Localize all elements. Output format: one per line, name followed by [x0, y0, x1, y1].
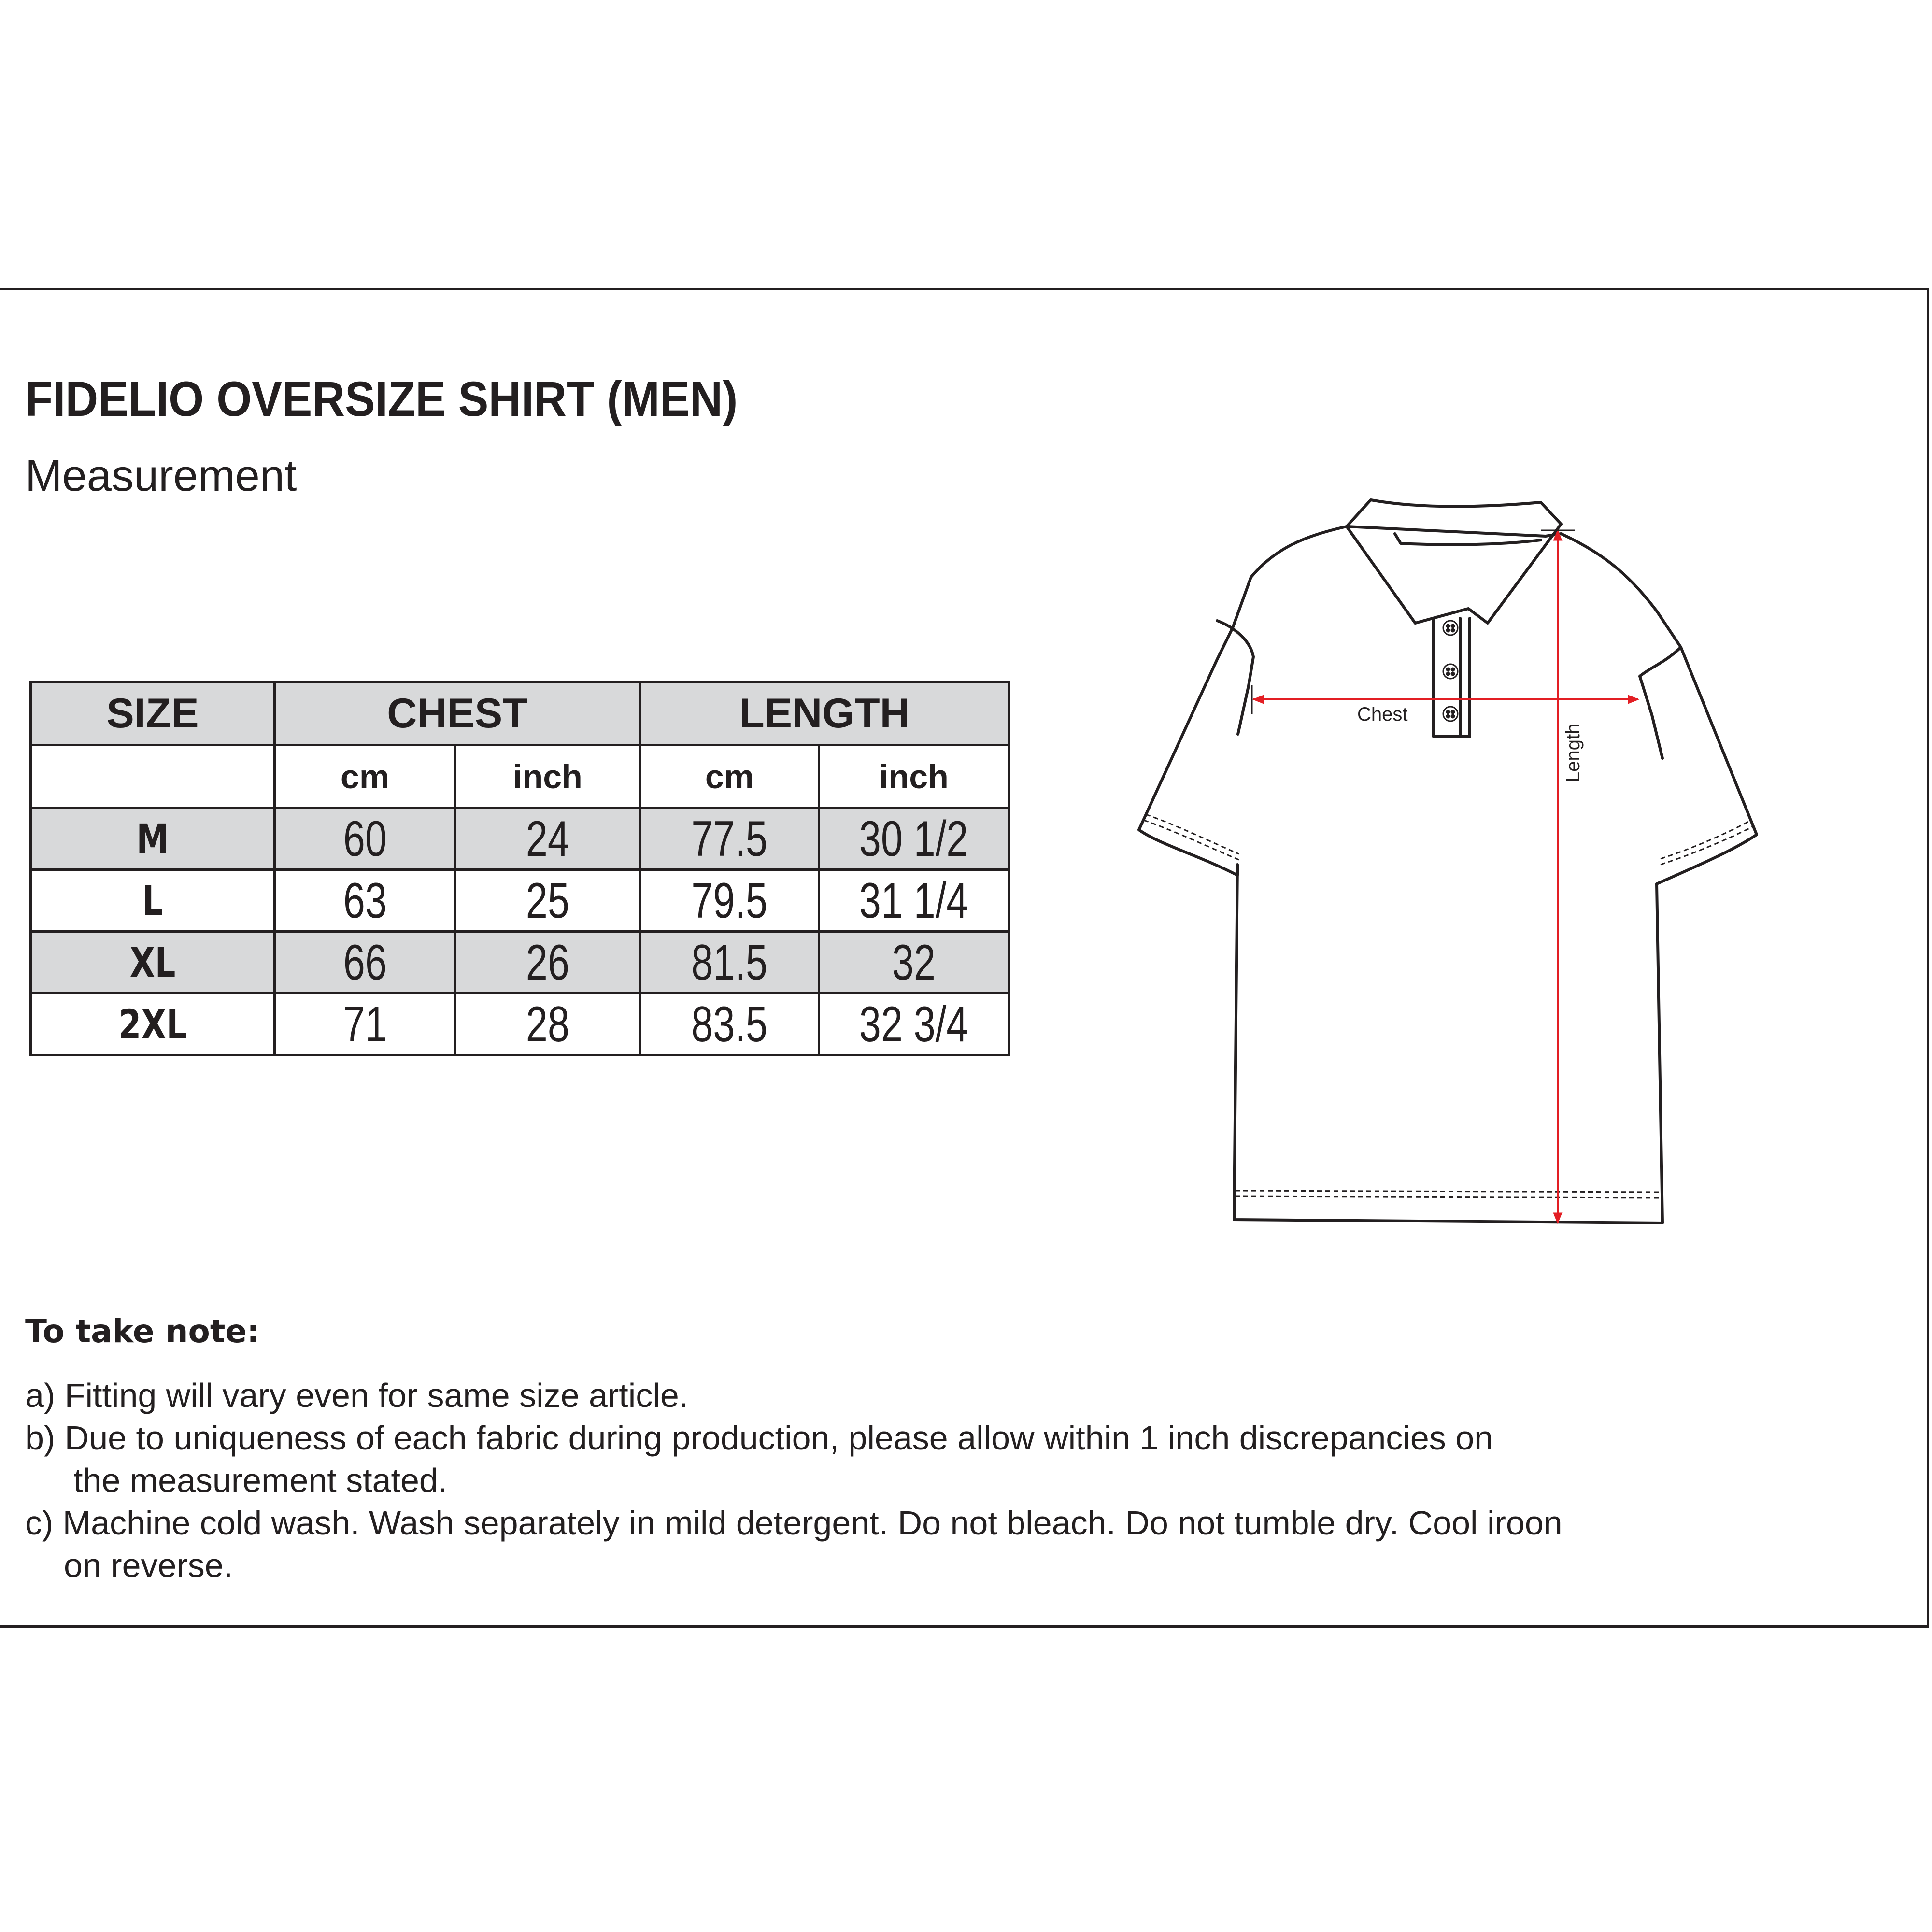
length-cm-cell: 77.5 — [640, 808, 819, 870]
length-label: Length — [1563, 723, 1584, 782]
table-row — [31, 870, 1009, 932]
shirt-collar — [1347, 500, 1561, 623]
table-header-row — [31, 682, 1009, 745]
page-subtitle: Measurement — [25, 451, 297, 500]
length-cm-unit: cm — [640, 745, 819, 808]
note-item — [25, 1417, 1563, 1502]
length-cm-cell: 81.5 — [640, 932, 819, 994]
table-units-row — [31, 745, 1009, 808]
hem-stitch — [1235, 1191, 1662, 1198]
size-unit-empty — [31, 745, 275, 808]
chest-inch-unit: inch — [455, 745, 640, 808]
size-cell: L — [31, 870, 275, 932]
length-inch-unit: inch — [819, 745, 1009, 808]
length-inch-cell: 30 1/2 — [819, 808, 1009, 870]
note-line-continued: the measurement stated. — [73, 1462, 448, 1499]
button-icon — [1443, 621, 1458, 635]
buttons — [1443, 621, 1458, 721]
shirt-diagram — [1125, 483, 1773, 1236]
note-line: b) Due to uniqueness of each fabric during production, please allow within 1 inch discrepancies on — [25, 1419, 1493, 1457]
button-icon — [1443, 707, 1458, 721]
note-item — [25, 1374, 1563, 1417]
notes-heading: To take note: — [25, 1313, 260, 1350]
note-line: c) Machine cold wash. Wash separately in mild detergent. Do not bleach. Do not tumble dry. Cool iroon — [25, 1504, 1563, 1542]
placket — [1434, 618, 1470, 737]
left-sleeve-stitch — [1144, 814, 1239, 860]
note-line-continued: on reverse. — [64, 1547, 233, 1584]
length-cm-cell: 83.5 — [640, 994, 819, 1055]
button-icon — [1443, 664, 1458, 679]
table-row — [31, 932, 1009, 994]
chest-inch-cell: 25 — [455, 870, 640, 932]
size-cell: M — [31, 808, 275, 870]
length-inch-cell: 31 1/4 — [819, 870, 1009, 932]
right-armhole — [1640, 647, 1681, 758]
chest-cm-cell: 71 — [275, 994, 455, 1055]
size-header: SIZE — [31, 682, 275, 745]
length-header: LENGTH — [640, 682, 1009, 745]
page-title: FIDELIO OVERSIZE SHIRT (MEN) — [25, 371, 738, 426]
table-row — [31, 994, 1009, 1055]
chest-cm-unit: cm — [275, 745, 455, 808]
chest-label: Chest — [1357, 704, 1408, 725]
chest-cm-cell: 60 — [275, 808, 455, 870]
chest-inch-cell: 26 — [455, 932, 640, 994]
size-cell: 2XL — [31, 994, 275, 1055]
table-row — [31, 808, 1009, 870]
chest-cm-cell: 66 — [275, 932, 455, 994]
chest-cm-cell: 63 — [275, 870, 455, 932]
size-cell: XL — [31, 932, 275, 994]
length-inch-cell: 32 3/4 — [819, 994, 1009, 1055]
note-line: a) Fitting will vary even for same size article. — [25, 1377, 689, 1414]
note-item — [25, 1502, 1563, 1587]
chest-inch-cell: 24 — [455, 808, 640, 870]
length-cm-cell: 79.5 — [640, 870, 819, 932]
chest-inch-cell: 28 — [455, 994, 640, 1055]
length-inch-cell: 32 — [819, 932, 1009, 994]
left-armhole — [1217, 621, 1253, 734]
right-sleeve-stitch — [1661, 821, 1752, 865]
notes-list — [25, 1374, 1563, 1587]
chest-header: CHEST — [275, 682, 640, 745]
size-table — [29, 681, 1010, 1056]
